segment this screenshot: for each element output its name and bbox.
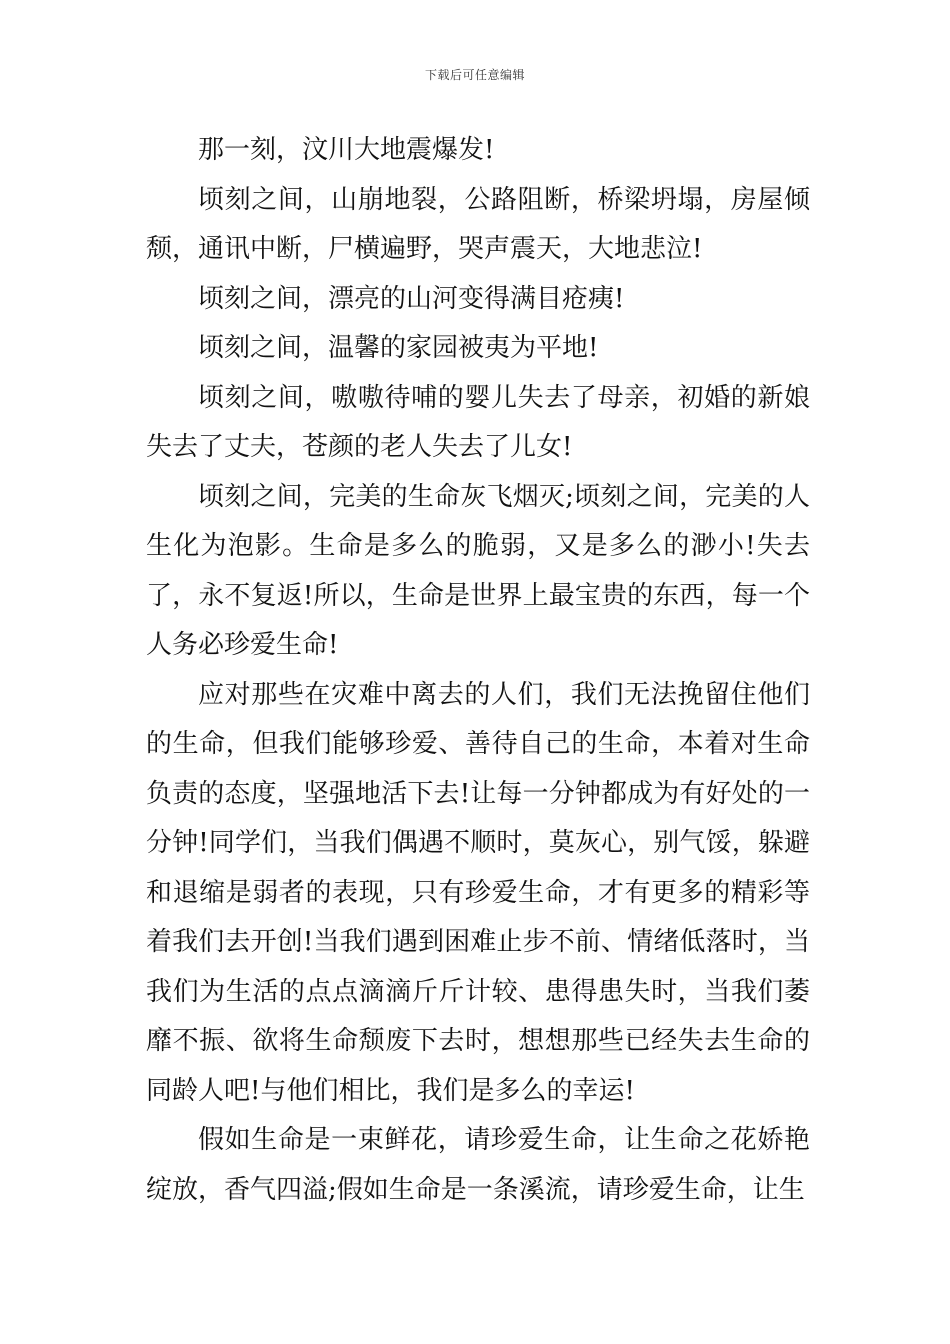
paragraph-1: 那一刻，汶川大地震爆发! [198, 135, 495, 165]
page-header-note: 下载后可任意编辑 [424, 68, 525, 82]
paragraph-5: 顷刻之间，嗷嗷待哺的婴儿失去了母亲，初婚的新娘失去了丈夫，苍颜的老人失去了儿女! [146, 382, 810, 462]
paragraph-4: 顷刻之间，温馨的家园被夷为平地! [198, 333, 599, 363]
paragraph-8: 假如生命是一束鲜花，请珍爱生命，让生命之花娇艳绽放，香气四溢;假如生命是一条溪流，请珍爱生命，让生 [146, 1125, 810, 1205]
paragraph-7: 应对那些在灾难中离去的人们，我们无法挽留住他们的生命，但我们能够珍爱、善待自己的生命，本着对生命负责的态度，坚强地活下去!让每一分钟都成为有好处的一分钟!同学们，当我们偶遇不顺时，莫灰心，别气馁，躲避和退缩是弱者的表现，只有珍爱生命，才有更多的精彩等着我们去开创!当我们遇到困难止步不前、情绪低落时，当我们为生活的点点滴滴斤斤计较、患得患失时，当我们萎靡不振、欲将生命颓废下去时，想想那些已经失去生命的同龄人吧!与他们相比，我们是多么的幸运! [146, 679, 810, 1106]
document-body [146, 126, 810, 1215]
paragraph-2: 顷刻之间，山崩地裂，公路阻断，桥梁坍塌，房屋倾颓，通讯中断，尸横遍野，哭声震天，大地悲泣! [146, 184, 810, 264]
paragraph-6: 顷刻之间，完美的生命灰飞烟灭;顷刻之间，完美的人生化为泡影。生命是多么的脆弱，又是多么的渺小!失去了，永不复返!所以，生命是世界上最宝贵的东西，每一个人务必珍爱生命! [146, 481, 810, 660]
paragraph-3: 顷刻之间，漂亮的山河变得满目疮痍! [198, 283, 625, 314]
